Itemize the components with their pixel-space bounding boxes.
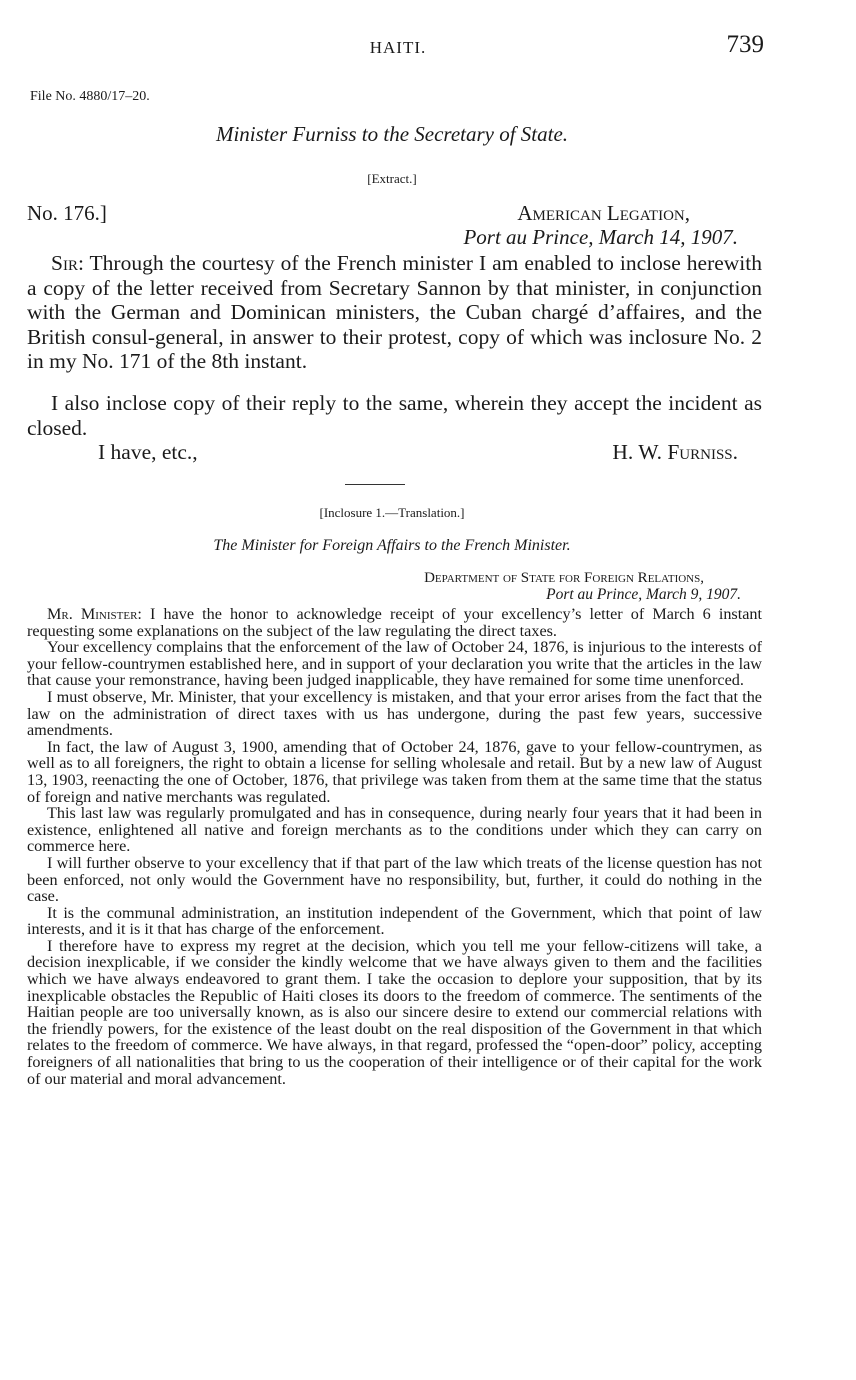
- inclosure-paragraph: I therefore have to express my regret at the decision, which you tell me your fellow-citizens will take, a decision inexplicable, if we consider the kindly welcome that we have always given to them and the facilities which we have always endeavored to grant them. I take the occasion to deplore your supposition, that by its inexplicable obstacles the Republic of Haiti closes its doors to the freedom of commerce. The sentiments of the Haitian people are too universally known, as is also our sincere desire to extend our commercial relations with the friendly powers, for the existence of the least doubt on the real disposition of the Government in that which relates to the freedom of commerce. We have always, in that regard, professed the “open-door” policy, accepting foreigners of all nationalities that bring to us the cooperation of their intelligence or of their capital for the work of our material and moral advancement.: [27, 936, 762, 1088]
- extract-label: [Extract.]: [367, 171, 417, 186]
- salutation: Mr. Minister:: [47, 605, 142, 623]
- inclosure-title: The Minister for Foreign Affairs to the French Minister.: [213, 537, 571, 554]
- file-number: File No. 4880/17–20.: [30, 89, 150, 104]
- inclosure-paragraph: I must observe, Mr. Minister, that your excellency is mistaken, and that your error arises from the fact that the law on the administration of direct taxes with us has undergone, during the past few years, successive amendments.: [27, 687, 762, 740]
- letter-title: Minister Furniss to the Secretary of State.: [215, 122, 569, 146]
- inclosure-paragraph: In fact, the law of August 3, 1900, amending that of October 24, 1876, gave to your fellow-countrymen, as well as to all foreigners, the right to obtain a license for selling wholesale and retail. But by a new law of August 13, 1903, reenacting the one of October, 1876, that privilege was taken from them at the same time that the status of foreign and native merchants was regulated.: [27, 737, 762, 806]
- inclosure-body: [27, 606, 762, 1087]
- inclosure-paragraph: Your excellency complains that the enforcement of the law of October 24, 1876, is injurious to the interests of your fellow-countrymen established here, and in support of your declaration you write that the articles in the law that cause your remonstrance, having been judged inapplicable, they have remained for some time unenforced.: [27, 638, 762, 690]
- inclosure-paragraph: This last law was regularly promulgated and has in consequence, during nearly four years that it had been in existence, enlightened all native and foreign merchants as to the conditions under which they can carry on commerce here.: [27, 804, 762, 856]
- inclosure-paragraph: I will further observe to your excellency that if that part of the law which treats of the license question has not been enforced, not only would the Government have no responsibility, but, further, it could do nothing in the case.: [27, 853, 762, 906]
- inclosure-paragraph: It is the communal administration, an institution independent of the Government, which that point of law interests, and it is it that has charge of the enforcement.: [27, 903, 762, 939]
- department-heading: Department of State for Foreign Relations,: [424, 570, 704, 586]
- section-divider: [345, 484, 405, 485]
- page-number: 739: [726, 31, 764, 58]
- letter-closing: I have, etc.,: [98, 440, 198, 464]
- salutation: Sir:: [51, 251, 84, 275]
- dispatch-number: No. 176.]: [27, 201, 107, 225]
- running-header: HAITI.: [369, 38, 427, 57]
- legation-heading: American Legation,: [517, 201, 690, 225]
- paragraph-text: Through the courtesy of the French minister I am enabled to inclose herewith a copy of the letter received from Secretary Sannon by that minister, in conjunction with the German and Dominican ministers, the Cuban chargé d’affaires, and the British consul-general, in answer to their protest, copy of which was inclosure No. 2 in my No. 171 of the 8th instant.: [27, 251, 762, 373]
- letter-paragraph: [27, 251, 762, 374]
- inclosure-paragraph: [27, 606, 762, 639]
- signature: H. W. Furniss.: [612, 440, 738, 464]
- inclosure-label: [Inclosure 1.—Translation.]: [319, 505, 465, 520]
- letter-paragraph: I also inclose copy of their reply to the same, wherein they accept the incident as closed.: [27, 391, 762, 440]
- letter-date: Port au Prince, March 14, 1907.: [463, 225, 738, 249]
- inclosure-date: Port au Prince, March 9, 1907.: [546, 586, 741, 603]
- paragraph-text: I have the honor to acknowledge receipt of your excellency’s letter of March 6 instant requesting some explanations on the subject of the law regulating the direct taxes.: [27, 605, 762, 640]
